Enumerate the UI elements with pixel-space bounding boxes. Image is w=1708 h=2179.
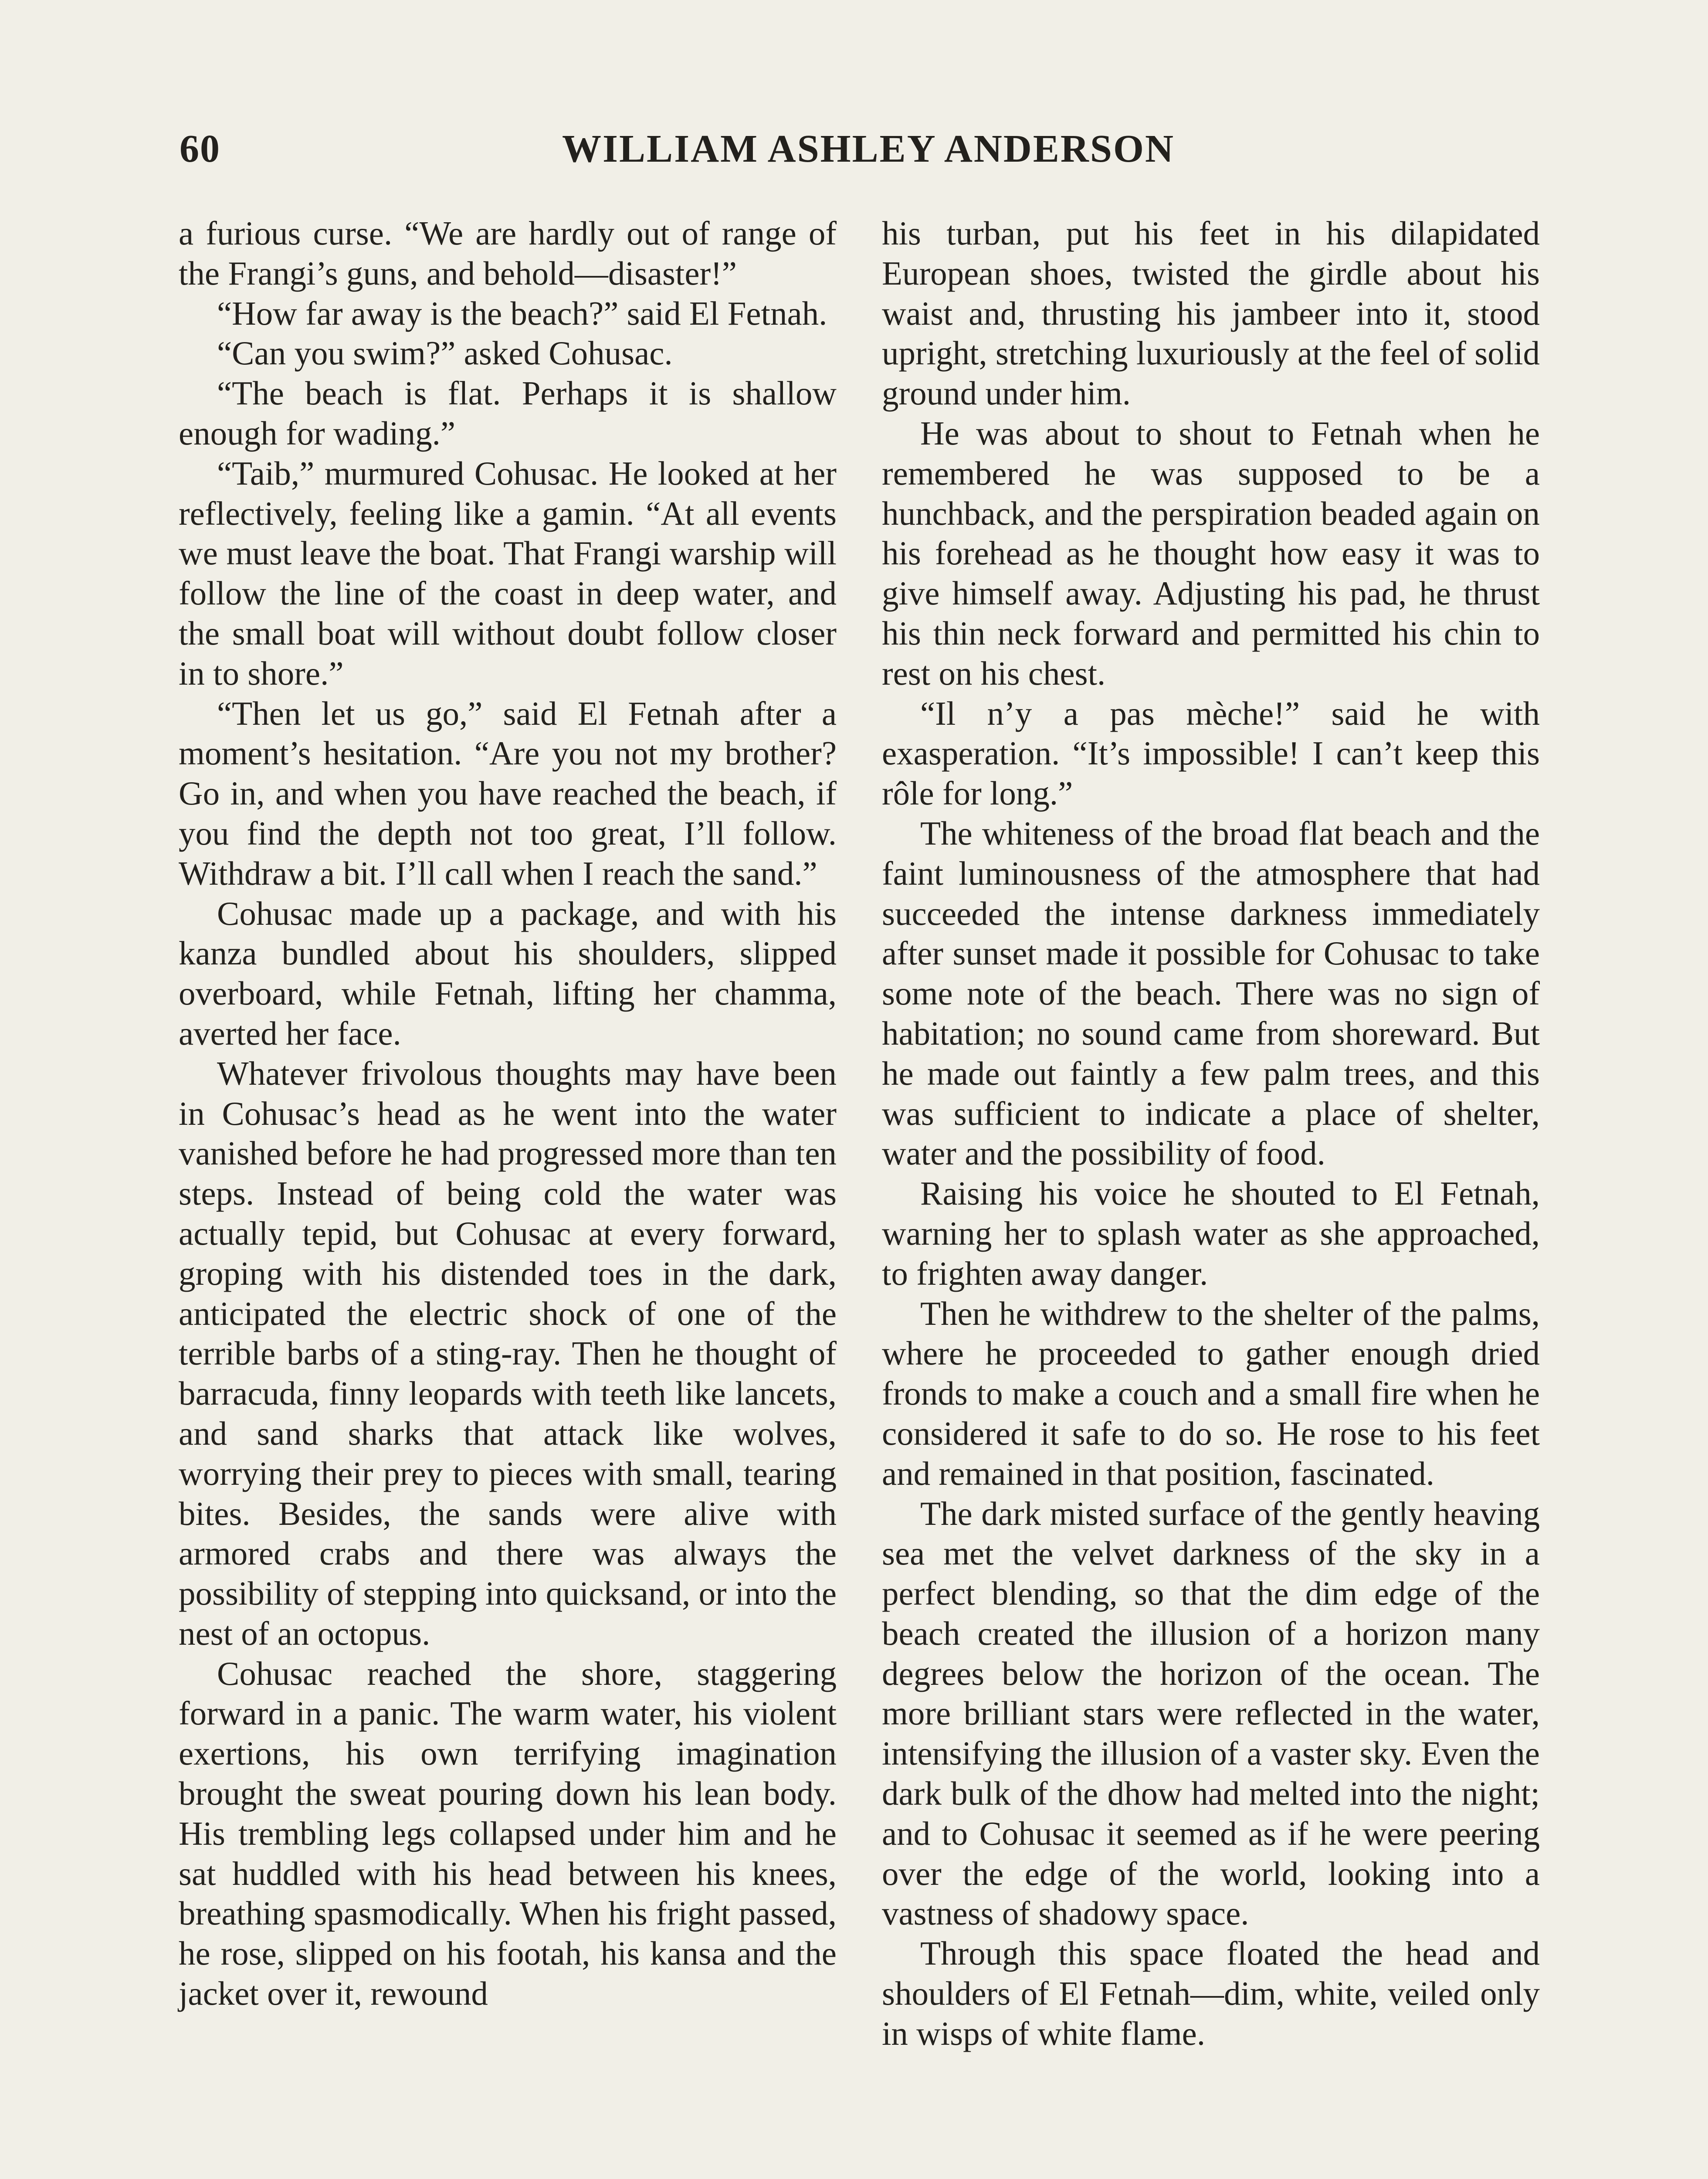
paragraph: “How far away is the beach?” said El Fetnah. [217,294,827,332]
paragraph: Raising his voice he shouted to El Fetnah, warning her to splash water as she approached, to frighten away danger. [882,1174,1540,1292]
paragraph: his turban, put his feet in his dilapidated European shoes, twisted the girdle about his waist and, thrusting his jambeer into it, stood upright, stretching luxuriously at the feel of solid ground under him. [882,214,1540,412]
paragraph: Cohusac made up a package, and with his kanza bundled about his shoulders, slipped overboard, while Fetnah, lifting her chamma, averted her face. [179,894,837,1052]
right-column [882,214,1540,2054]
paragraph: The whiteness of the broad flat beach and the faint luminousness of the atmosphere that had succeeded the intense darkness immediately after sunset made it possible for Cohusac to take some note of the beach. There was no sign of habitation; no sound came from shoreward. But he made out faintly a few palm trees, and this was sufficient to indicate a place of shelter, water and the possibility of food. [882,814,1540,1172]
paragraph: a furious curse. “We are hardly out of range of the Frangi’s guns, and behold—disaster!” [179,214,837,292]
running-head-author: WILLIAM ASHLEY ANDERSON [562,127,1175,170]
paragraph: “Taib,” murmured Cohusac. He looked at her reflectively, feeling like a gamin. “At all events we must leave the boat. That Frangi warship will follow the line of the coast in deep water, and the small boat will without doubt follow closer in to shore.” [179,454,837,692]
paragraph: “Then let us go,” said El Fetnah after a moment’s hesitation. “Are you not my brother? Go in, and when you have reached the beach, if you find the depth not too great, I’ll follow. Withdraw a bit. I’ll call when I reach the sand.” [179,694,837,892]
paragraph: Whatever frivolous thoughts may have been in Cohusac’s head as he went into the water vanished before he had progressed more than ten steps. Instead of being cold the water was actually tepid, but Cohusac at every forward, groping with his distended toes in the dark, anticipated the electric shock of one of the terrible barbs of a sting-ray. Then he thought of barracuda, finny leopards with teeth like lancets, and sand sharks that attack like wolves, worrying their prey to pieces with small, tearing bites. Besides, the sands were alive with armored crabs and there was always the possibility of stepping into quicksand, or into the nest of an octopus. [179,1054,837,1652]
paragraph: Through this space floated the head and shoulders of El Fetnah—dim, white, veiled only in wisps of white flame. [882,1935,1540,2052]
paragraph: The dark misted surface of the gently heaving sea met the velvet darkness of the sky in a perfect blending, so that the dim edge of the beach created the illusion of a horizon many degrees below the horizon of the ocean. The more brilliant stars were reflected in the water, intensifying the illusion of a vaster sky. Even the dark bulk of the dhow had melted into the night; and to Cohusac it seemed as if he were peering over the edge of the world, looking into a vastness of shadowy space. [882,1494,1540,1932]
paragraph: “The beach is flat. Perhaps it is shallow enough for wading.” [179,374,837,452]
running-head [0,126,1708,174]
page-number: 60 [180,127,220,170]
paragraph: “Can you swim?” asked Cohusac. [217,334,673,372]
paragraph: Cohusac reached the shore, staggering forward in a panic. The warm water, his violent exertions, his own terrifying imagination brought the sweat pouring down his lean body. His trembling legs collapsed under him and he sat huddled with his head between his knees, breathing spasmodically. When his fright passed, he rose, slipped on his footah, his kansa and the jacket over it, rewound [179,1654,837,2013]
left-column [179,214,837,2014]
paragraph: Then he withdrew to the shelter of the palms, where he proceeded to gather enough dried fronds to make a couch and a small fire when he considered it safe to do so. He rose to his feet and remained in that position, fascinated. [882,1294,1540,1492]
paragraph: “Il n’y a pas mèche!” said he with exasperation. “It’s impossible! I can’t keep this rôle for long.” [882,694,1540,812]
paragraph: He was about to shout to Fetnah when he remembered he was supposed to be a hunchback, and the perspiration beaded again on his forehead as he thought how easy it was to give himself away. Adjusting his pad, he thrust his thin neck forward and permitted his chin to rest on his chest. [882,414,1540,692]
